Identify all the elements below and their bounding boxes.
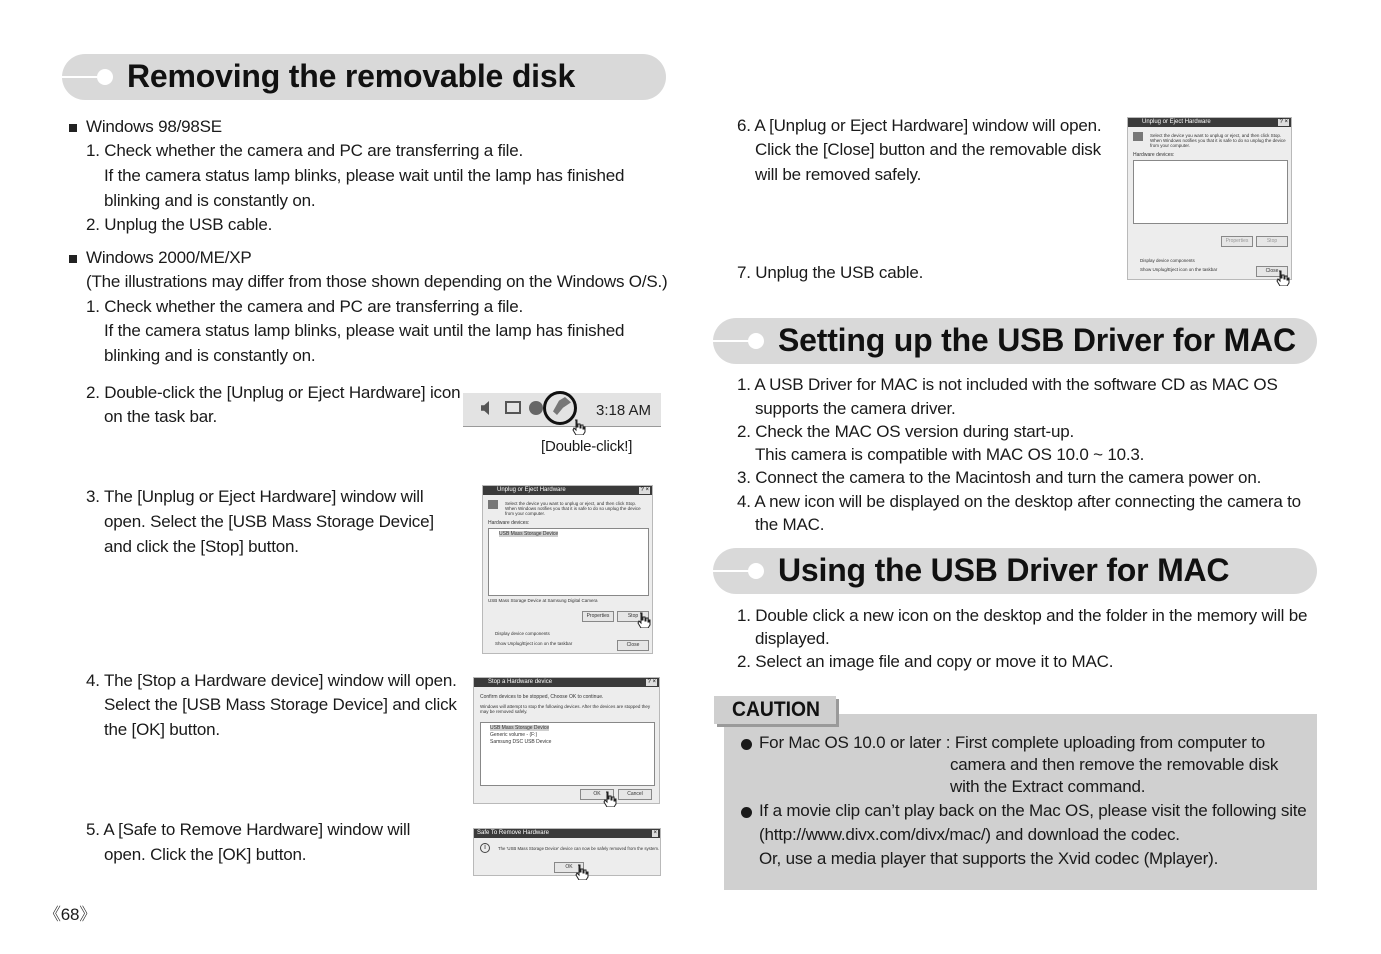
step4-line: 4. The [Stop a Hardware device] window will open. xyxy=(86,671,457,690)
device-status: USB Mass Storage Device at Samsung Digital Camera xyxy=(488,598,598,603)
step4-line: Select the [USB Mass Storage Device] and click xyxy=(104,695,457,714)
ok-button[interactable]: OK xyxy=(580,789,614,800)
safe-message: The 'USB Mass Storage Device' device can now be safely removed from the system. xyxy=(498,846,660,851)
unplug-dialog-screenshot xyxy=(482,485,653,654)
hand-cursor-icon xyxy=(575,864,589,880)
caution-item2-line: (http://www.divx.com/divx/mac/) and download the codec. xyxy=(759,825,1180,844)
eject-icon xyxy=(488,500,498,509)
setup-line: 1. A USB Driver for MAC is not included with the software CD as MAC OS xyxy=(737,375,1278,394)
setup-line: 3. Connect the camera to the Macintosh and turn the camera power on. xyxy=(737,468,1262,487)
hand-cursor-icon xyxy=(637,612,651,628)
step4-line: the [OK] button. xyxy=(104,720,220,739)
dialog-title: Unplug or Eject Hardware xyxy=(497,487,566,493)
stop-button[interactable]: Stop xyxy=(617,611,649,622)
header-line xyxy=(713,570,753,572)
hardware-list[interactable] xyxy=(488,528,649,596)
properties-button[interactable]: Properties xyxy=(1221,236,1253,247)
close-icon: ? × xyxy=(647,679,656,685)
list-label: Hardware devices: xyxy=(1133,152,1175,158)
double-click-caption: [Double-click!] xyxy=(541,438,633,455)
step2-line: 2. Double-click the [Unplug or Eject Hardware] icon xyxy=(86,383,461,402)
section-title: Removing the removable disk xyxy=(127,58,576,94)
step6-line: Click the [Close] button and the removable disk xyxy=(755,140,1101,159)
header-dot xyxy=(748,333,764,349)
using-line: 1. Double click a new icon on the desktop and the folder in the memory will be xyxy=(737,606,1308,625)
using-line: 2. Select an image file and copy or move it to MAC. xyxy=(737,652,1114,671)
caution-item2-line: If a movie clip can’t play back on the Mac OS, please visit the following site xyxy=(759,801,1307,820)
step6-line: will be removed safely. xyxy=(755,165,922,184)
show-icon-checkbox[interactable]: Show Unplug/Eject icon on the taskbar xyxy=(1140,267,1218,272)
win98-line: If the camera status lamp blinks, please wait until the lamp has finished xyxy=(104,166,625,185)
ok-button[interactable]: OK xyxy=(554,862,584,873)
info-icon: i xyxy=(480,843,490,853)
dialog-titlebar xyxy=(474,829,660,838)
hand-cursor-icon xyxy=(572,419,586,435)
square-bullet-icon xyxy=(69,124,77,132)
dialog-desc: Select the device you want to unplug or eject, and then click Stop. When Windows notifies you that it is safe to do so unplug the device from your computer. xyxy=(505,501,641,516)
win98-line: 2. Unplug the USB cable. xyxy=(86,215,273,234)
list-item[interactable]: Generic volume - (F:) xyxy=(490,732,538,738)
step3-line: 3. The [Unplug or Eject Hardware] window will xyxy=(86,487,424,506)
list-item[interactable]: Samsung DSC USB Device xyxy=(490,739,552,745)
network-icon xyxy=(505,401,521,414)
properties-button[interactable]: Properties xyxy=(582,611,614,622)
round-bullet-icon xyxy=(741,739,752,750)
header-dot xyxy=(748,563,764,579)
caution-item1-line: For Mac OS 10.0 or later : First complete uploading from computer to xyxy=(759,733,1266,752)
caution-item2-line: Or, use a media player that supports the Xvid codec (Mplayer). xyxy=(759,849,1219,868)
step6-line: 6. A [Unplug or Eject Hardware] window will open. xyxy=(737,116,1102,135)
cancel-button[interactable]: Cancel xyxy=(618,789,652,800)
device-list[interactable] xyxy=(480,722,655,786)
caution-item1-line: with the Extract command. xyxy=(950,777,1146,796)
close-icon: ? × xyxy=(1279,119,1288,125)
close-icon: ? × xyxy=(640,487,649,493)
win2000-line: 1. Check whether the camera and PC are transferring a file. xyxy=(86,297,524,316)
dialog-title: Safe To Remove Hardware xyxy=(477,830,549,836)
win98-line: blinking and is constantly on. xyxy=(104,191,316,210)
stop-device-dialog-screenshot xyxy=(473,677,660,804)
step3-line: and click the [Stop] button. xyxy=(104,537,299,556)
step5-line: 5. A [Safe to Remove Hardware] window will xyxy=(86,820,411,839)
hand-cursor-icon xyxy=(1276,270,1290,286)
section-header-using-mac xyxy=(713,548,1317,594)
header-line xyxy=(62,76,102,78)
hand-cursor-icon xyxy=(603,791,617,807)
section-title: Using the USB Driver for MAC xyxy=(778,552,1230,588)
setup-line: supports the camera driver. xyxy=(755,399,956,418)
step3-line: open. Select the [USB Mass Storage Device] xyxy=(104,512,434,531)
using-line: displayed. xyxy=(755,629,830,648)
section-header-removing xyxy=(62,54,666,100)
display-components-checkbox[interactable]: Display device components xyxy=(1140,258,1195,263)
selected-device[interactable]: USB Mass Storage Device xyxy=(499,531,559,537)
step7-line: 7. Unplug the USB cable. xyxy=(737,263,924,282)
caution-item1-line: camera and then remove the removable disk xyxy=(950,755,1279,774)
dialog-title: Stop a Hardware device xyxy=(488,679,553,685)
hardware-list[interactable] xyxy=(1133,160,1288,224)
dialog-desc: Select the device you want to unplug or eject, and then click Stop. When Windows notifies you that it is safe to do so unplug the device from your computer. xyxy=(1150,133,1286,148)
disk-icon xyxy=(529,401,543,415)
close-button[interactable]: Close xyxy=(1256,266,1288,277)
win2000-line: If the camera status lamp blinks, please wait until the lamp has finished xyxy=(104,321,625,340)
step2-line: on the task bar. xyxy=(104,407,218,426)
safe-remove-dialog-screenshot xyxy=(473,828,661,876)
dialog-titlebar xyxy=(1128,118,1291,127)
header-dot xyxy=(97,69,113,85)
step5-line: open. Click the [OK] button. xyxy=(104,845,307,864)
win98-line: 1. Check whether the camera and PC are transferring a file. xyxy=(86,141,524,160)
setup-line: This camera is compatible with MAC OS 10.0 ~ 10.3. xyxy=(755,445,1145,464)
stop-desc: Windows will attempt to stop the following devices. After the devices are stopped they may be removed safely. xyxy=(480,704,651,714)
page-number: 《68》 xyxy=(44,905,97,924)
dialog-titlebar xyxy=(483,486,652,495)
section-title: Setting up the USB Driver for MAC xyxy=(778,322,1296,358)
caution-label: CAUTION xyxy=(732,698,821,721)
display-components-checkbox[interactable]: Display device components xyxy=(495,631,550,636)
setup-line: the MAC. xyxy=(755,515,825,534)
taskbar-clock: 3:18 AM xyxy=(596,402,652,419)
confirm-text: Confirm devices to be stopped, Choose OK to continue. xyxy=(480,694,604,700)
section-header-setup-mac xyxy=(713,318,1317,364)
stop-button[interactable]: Stop xyxy=(1256,236,1288,247)
win98-heading: Windows 98/98SE xyxy=(86,117,222,136)
eject-icon xyxy=(1133,132,1143,141)
close-icon: × xyxy=(653,830,657,836)
setup-line: 4. A new icon will be displayed on the desktop after connecting the camera to xyxy=(737,492,1301,511)
dialog-title: Unplug or Eject Hardware xyxy=(1142,119,1211,125)
square-bullet-icon xyxy=(69,255,77,263)
header-line xyxy=(713,340,753,342)
win2000-line: blinking and is constantly on. xyxy=(104,346,316,365)
dialog-titlebar xyxy=(474,678,659,687)
speaker-icon xyxy=(481,401,489,415)
list-item[interactable]: USB Mass Storage Device xyxy=(490,725,550,731)
list-label: Hardware devices: xyxy=(488,520,530,526)
close-button[interactable]: Close xyxy=(617,640,649,651)
win2000-heading: Windows 2000/ME/XP xyxy=(86,248,252,267)
taskbar-illustration xyxy=(463,391,661,427)
caution-tab xyxy=(714,696,836,724)
win2000-line: (The illustrations may differ from those shown depending on the Windows O/S.) xyxy=(86,272,668,291)
show-icon-checkbox[interactable]: Show Unplug/Eject icon on the taskbar xyxy=(495,641,573,646)
unplug-close-dialog-screenshot xyxy=(1127,117,1292,280)
setup-line: 2. Check the MAC OS version during start-up. xyxy=(737,422,1075,441)
round-bullet-icon xyxy=(741,807,752,818)
